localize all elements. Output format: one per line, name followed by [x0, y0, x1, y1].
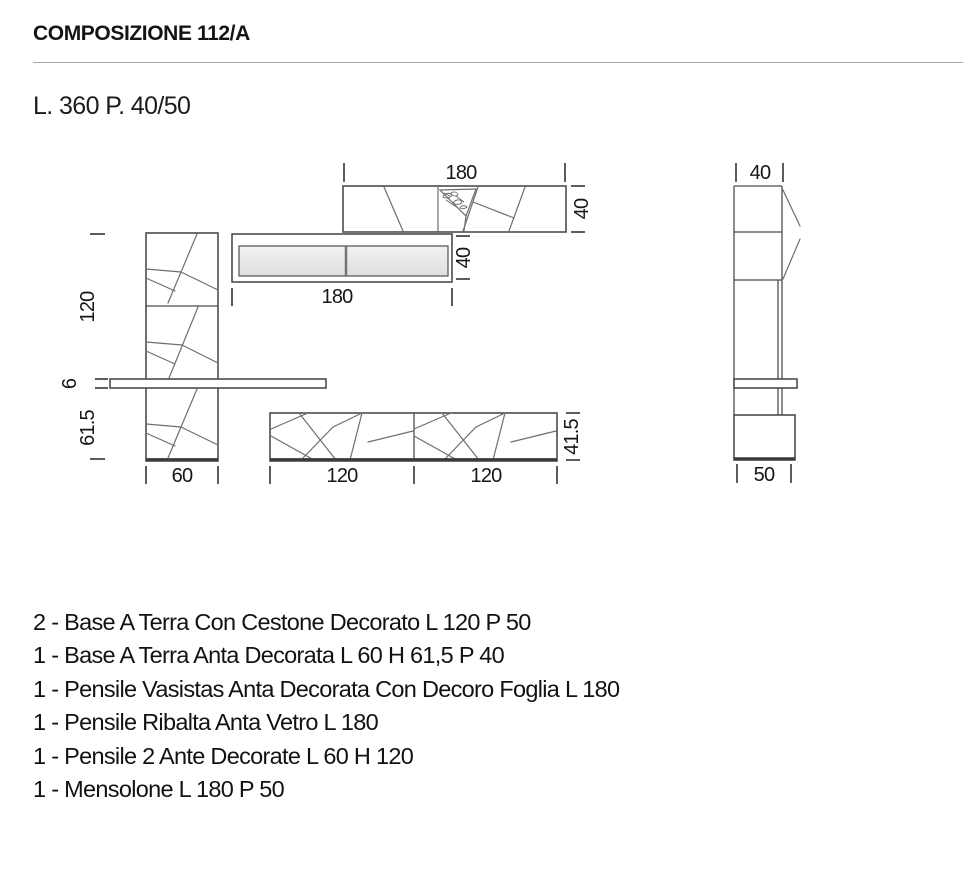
svg-text:120: 120 [326, 465, 358, 487]
dim-base2-width [471, 465, 557, 487]
component-item: 1 - Mensolone L 180 P 50 [33, 776, 285, 803]
svg-text:60: 60 [171, 465, 193, 487]
composition-size-subtitle: L. 360 P. 40/50 [33, 92, 191, 120]
component-item: 1 - Pensile Vasistas Anta Decorata Con Decoro Foglia L 180 [33, 675, 620, 702]
basi-cestone-decorato [270, 413, 557, 461]
dim-vasistas-width [344, 162, 565, 184]
svg-text:61.5: 61.5 [77, 410, 99, 446]
svg-text:6: 6 [59, 378, 81, 390]
component-item: 1 - Base A Terra Anta Decorata L 60 H 61,5 P 40 [33, 642, 504, 669]
svg-text:180: 180 [445, 162, 477, 184]
svg-text:120: 120 [470, 465, 502, 487]
svg-text:120: 120 [77, 291, 99, 323]
component-list [33, 606, 619, 806]
base-side [734, 415, 795, 460]
svg-text:50: 50 [753, 464, 775, 486]
glass-panel [239, 246, 448, 276]
pensile-ribalta-vetro [232, 234, 452, 282]
svg-text:40: 40 [453, 247, 475, 269]
mensolone-front [110, 379, 326, 388]
page-title: COMPOSIZIONE 112/A [33, 22, 250, 45]
dim-vetro-height [453, 236, 475, 279]
dim-colonna-lower-height [77, 409, 105, 459]
dim-colonna-upper-height [77, 234, 105, 322]
svg-text:41.5: 41.5 [561, 419, 583, 455]
component-item: 1 - Pensile Ribalta Anta Vetro L 180 [33, 709, 378, 736]
dim-base1-width [270, 465, 414, 487]
svg-text:40: 40 [749, 162, 771, 184]
dim-vasistas-height [571, 186, 593, 232]
dim-base-height [561, 413, 583, 460]
side-profile [734, 186, 800, 460]
mensolone-side [734, 379, 797, 388]
front-view [59, 162, 593, 487]
component-item: 1 - Pensile 2 Ante Decorate L 60 H 120 [33, 742, 414, 769]
dim-side-base-depth [737, 464, 791, 486]
colonna-2-ante-e-base [146, 233, 218, 461]
component-item: 2 - Base A Terra Con Cestone Decorato L 120 P 50 [33, 609, 531, 635]
dim-shelf-thickness [59, 378, 108, 389]
svg-text:40: 40 [571, 198, 593, 220]
dim-side-top-depth [736, 162, 783, 184]
dim-vetro-width [232, 286, 452, 308]
pensile-vasistas-decorato [343, 186, 566, 232]
side-view [734, 162, 800, 486]
svg-text:180: 180 [321, 286, 353, 308]
dim-colonna-width [146, 465, 218, 487]
